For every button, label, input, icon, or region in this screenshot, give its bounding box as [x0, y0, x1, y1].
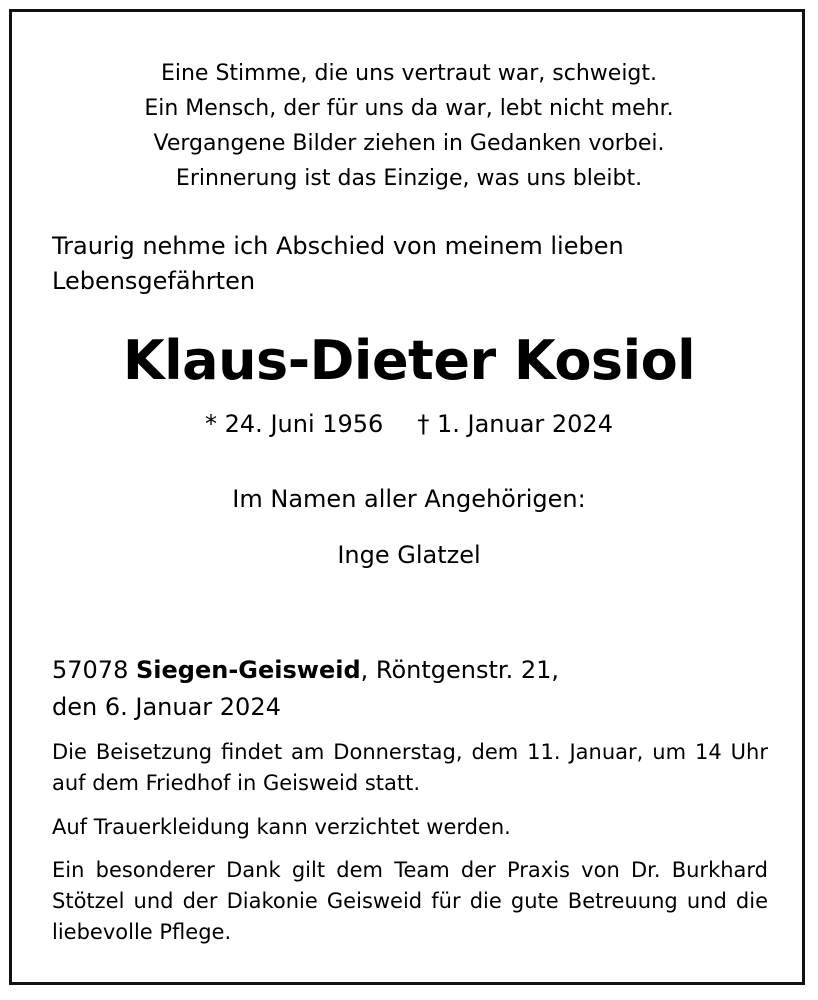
intro-text: Traurig nehme ich Abschied von meinem lieben Lebensgefährten — [52, 232, 624, 295]
poem-line: Vergangene Bilder ziehen in Gedanken vorbei. — [153, 131, 665, 156]
street: , Röntgenstr. 21, — [360, 656, 560, 684]
date-line: den 6. Januar 2024 — [52, 693, 281, 721]
poem — [0, 56, 818, 196]
attire-paragraph: Auf Trauerkleidung kann verzichtet werden. — [52, 815, 511, 839]
death-date: † 1. Januar 2024 — [417, 410, 613, 438]
deceased-name: Klaus-Dieter Kosiol — [122, 329, 696, 392]
poem-line: Erinnerung ist das Einzige, was uns bleibt. — [175, 166, 643, 191]
funeral-paragraph: Die Beisetzung findet am Donnerstag, dem 11. Januar, um 14 Uhr auf dem Friedhof in Geisweid statt. — [52, 740, 768, 795]
poem-line: Eine Stimme, die uns vertraut war, schweigt. — [160, 61, 658, 86]
postcode: 57078 — [52, 656, 129, 684]
address-block — [52, 652, 772, 726]
address-line — [52, 652, 772, 689]
on-behalf-text: Im Namen aller Angehörigen: — [232, 485, 586, 513]
poem-line: Ein Mensch, der für uns da war, lebt nicht mehr. — [144, 96, 674, 121]
city: Siegen-Geisweid — [136, 656, 361, 684]
birth-date: * 24. Juni 1956 — [205, 410, 384, 438]
signer-name: Inge Glatzel — [337, 541, 481, 569]
thanks-paragraph: Ein besonderer Dank gilt dem Team der Praxis von Dr. Burkhard Stötzel und der Diakonie Geisweid für die gute Betreuung und die liebevolle Pflege. — [52, 858, 768, 944]
life-dates — [0, 404, 818, 444]
